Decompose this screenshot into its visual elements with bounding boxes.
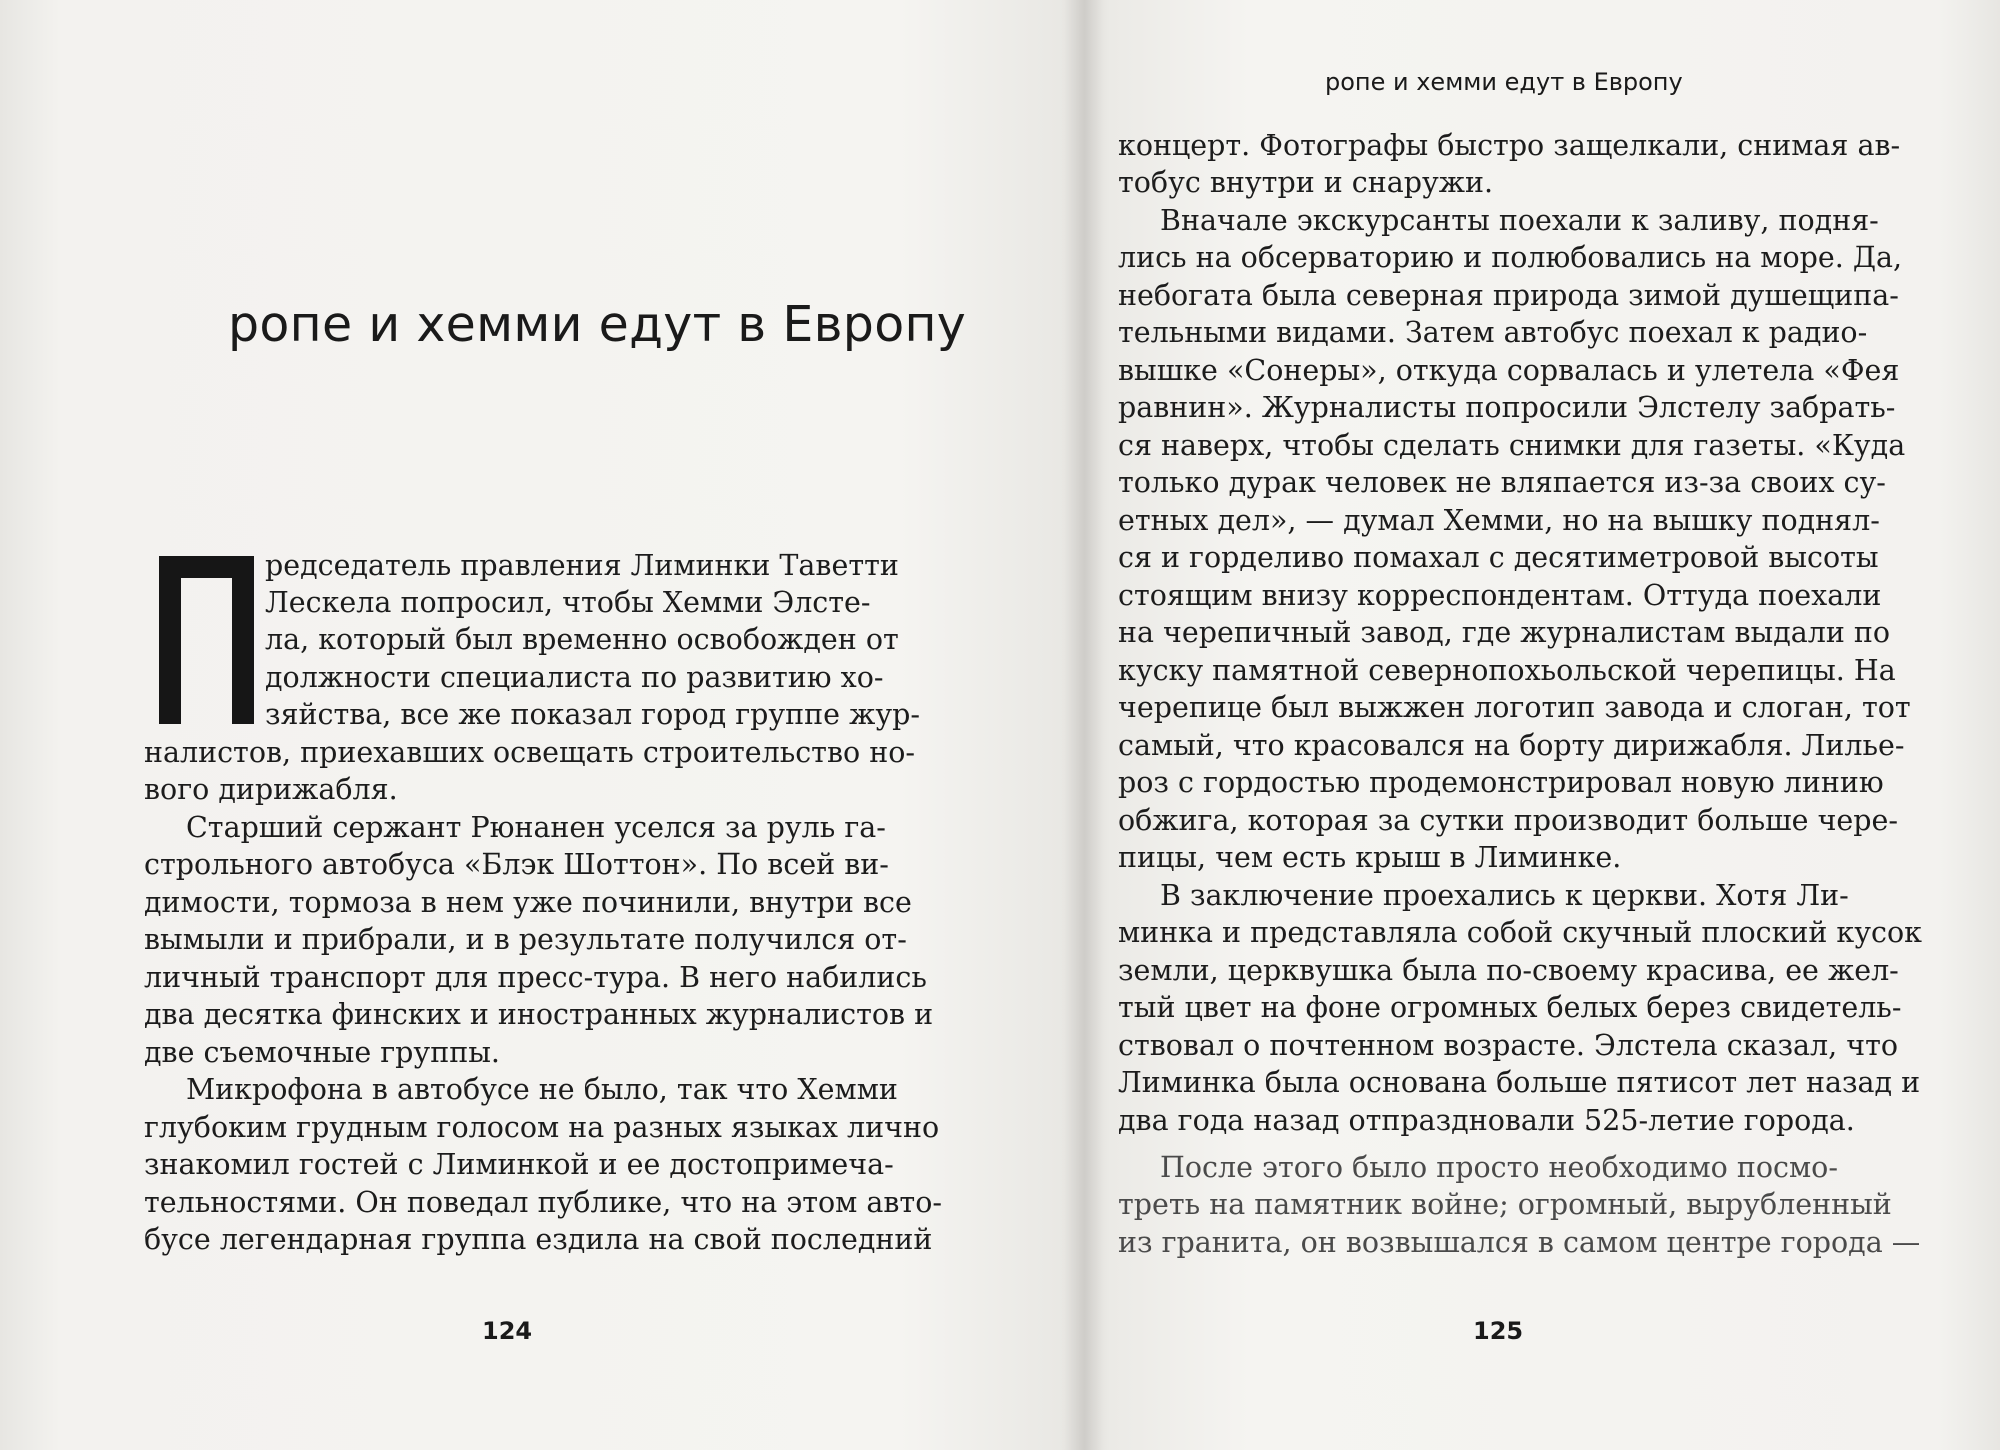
text-line: концерт. Фотографы быстро защелкали, снимая ав- <box>1118 129 1901 162</box>
text-line: В заключение проехались к церкви. Хотя Ли- <box>1160 879 1849 912</box>
right-page <box>1064 0 2000 1450</box>
text-line: самый, что красовался на борту дирижабля. Лилье- <box>1118 729 1905 762</box>
text-line: Лиминка была основана больше пятисот лет назад и <box>1118 1066 1921 1099</box>
running-head: ропе и хемми едут в Европу <box>1325 68 1683 96</box>
chapter-title: ропе и хемми едут в Европу <box>228 296 967 353</box>
text-line: роз с гордостью продемонстрировал новую линию <box>1118 766 1884 799</box>
text-line: ла, который был временно освобожден от <box>265 623 899 656</box>
text-line: глубоким грудным голосом на разных языках лично <box>144 1111 940 1144</box>
text-line: Микрофона в автобусе не было, так что Хемми <box>186 1073 898 1106</box>
text-line: тый цвет на фоне огромных белых берез свидетель- <box>1118 991 1902 1024</box>
text-line: редседатель правления Лиминки Таветти <box>265 549 899 582</box>
text-line: лись на обсерваторию и полюбовались на море. Да, <box>1118 241 1903 274</box>
text-line: черепице был выжжен логотип завода и слоган, тот <box>1118 691 1911 724</box>
text-line: ствовал о почтенном возрасте. Элстела сказал, что <box>1118 1029 1899 1062</box>
text-line: из гранита, он возвышался в самом центре города — <box>1118 1226 1921 1259</box>
text-line: должности специалиста по развитию хо- <box>265 661 884 694</box>
text-line: два года назад отпраздновали 525-летие города. <box>1118 1104 1855 1137</box>
text-line: стоящим внизу корреспондентам. Оттуда поехали <box>1118 579 1882 612</box>
text-line: тобус внутри и снаружи. <box>1118 166 1494 199</box>
text-line: ся и горделиво помахал с десятиметровой высоты <box>1118 541 1879 574</box>
text-line: вышке «Сонеры», откуда сорвалась и улетела «Фея <box>1118 354 1900 387</box>
text-line: ся наверх, чтобы сделать снимки для газеты. «Куда <box>1118 429 1906 462</box>
text-line: куску памятной севернопохьольской черепицы. На <box>1118 654 1896 687</box>
text-line: Старший сержант Рюнанен уселся за руль га- <box>186 811 886 844</box>
text-line: бусе легендарная группа ездила на свой последний <box>144 1223 933 1256</box>
text-line: димости, тормоза в нем уже починили, внутри все <box>144 886 912 919</box>
text-line: личный транспорт для пресс-тура. В него набились <box>144 961 927 994</box>
text-line: минка и представляла собой скучный плоский кусок <box>1118 916 1922 949</box>
text-line: вого дирижабля. <box>144 773 398 806</box>
text-line: только дурак человек не вляпается из-за своих су- <box>1118 466 1886 499</box>
text-line: налистов, приехавших освещать строительство но- <box>144 736 915 769</box>
text-line: После этого было просто необходимо посмо- <box>1160 1151 1838 1184</box>
text-line: Вначале экскурсанты поехали к заливу, подня- <box>1160 204 1879 237</box>
text-line: знакомил гостей с Лиминкой и ее достопримеча- <box>144 1148 894 1181</box>
page-number: 125 <box>1473 1317 1524 1345</box>
text-line: земли, церквушка была по-своему красива, ее жел- <box>1118 954 1899 987</box>
text-line: треть на памятник войне; огромный, вырубленный <box>1118 1188 1892 1221</box>
text-line: строльного автобуса «Блэк Шоттон». По всей ви- <box>144 848 889 881</box>
text-line: пицы, чем есть крыш в Лиминке. <box>1118 841 1622 874</box>
text-line: вымыли и прибрали, и в результате получился от- <box>144 923 907 956</box>
text-line: два десятка финских и иностранных журналистов и <box>144 998 934 1031</box>
page-number: 124 <box>482 1317 533 1345</box>
text-line: обжига, которая за сутки производит больше чере- <box>1118 804 1899 837</box>
dropcap-letter <box>159 556 254 724</box>
text-line: небогата была северная природа зимой душещипа- <box>1118 279 1899 312</box>
text-line: две съемочные группы. <box>144 1036 500 1069</box>
text-line: етных дел», — думал Хемми, но на вышку поднял- <box>1118 504 1880 537</box>
text-line: на черепичный завод, где журналистам выдали по <box>1118 616 1891 649</box>
text-line: тельностями. Он поведал публике, что на этом авто- <box>144 1186 942 1219</box>
text-line: равнин». Журналисты попросили Элстелу забрать- <box>1118 391 1896 424</box>
text-line: тельными видами. Затем автобус поехал к радио- <box>1118 316 1868 349</box>
text-line: Лескела попросил, чтобы Хемми Элсте- <box>265 586 871 619</box>
text-line: зяйства, все же показал город группе жур- <box>265 698 920 731</box>
